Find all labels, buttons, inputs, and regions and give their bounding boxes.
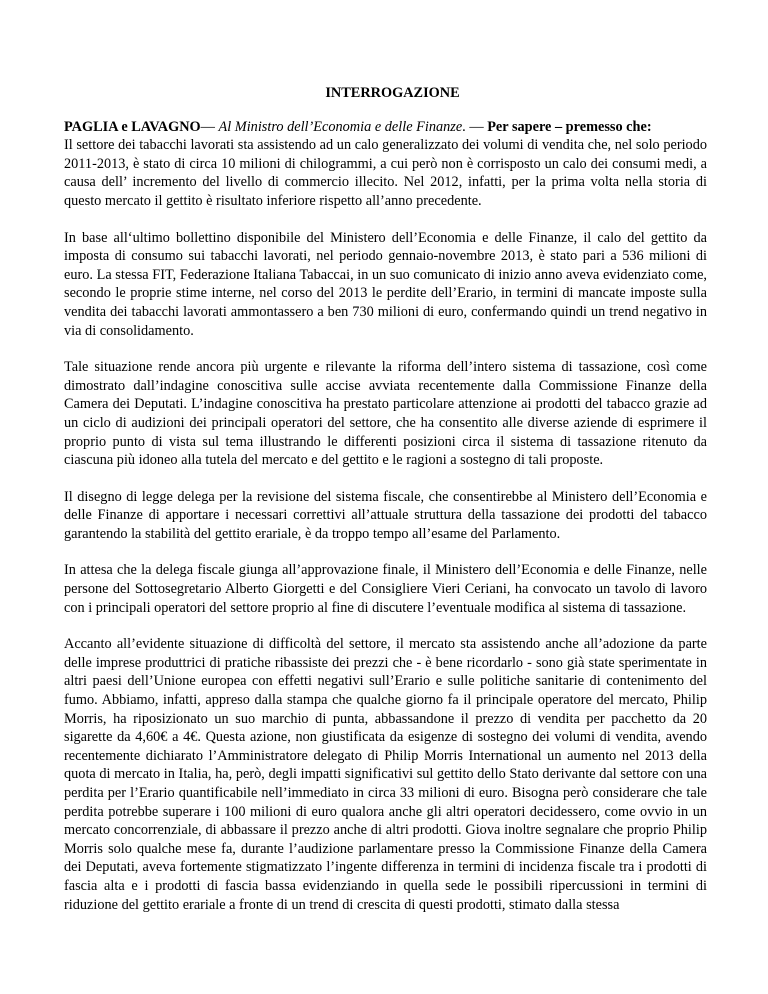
interrogation-heading	[64, 118, 707, 137]
premise: Per sapere – premesso che:	[487, 118, 652, 135]
document-title: INTERROGAZIONE	[325, 85, 460, 101]
paragraph-4: Il disegno di legge delega per la revisione del sistema fiscale, che consentirebbe al Ministero dell’Economia e delle Finanze di apportare i necessari correttivi all’attuale struttura della tassazione dei prodotti del tabacco garantendo la stabilità del gettito erariale, è da troppo tempo all’esame del Parlamento.	[64, 488, 707, 542]
paragraph-1: Il settore dei tabacchi lavorati sta assistendo ad un calo generalizzato dei volumi di vendita che, nel solo periodo 2011-2013, è stato di circa 10 milioni di chilogrammi, a cui però non è corrisposto un calo dei consumi medi, a causa dell’ incremento del livello di commercio illecito. Nel 2012, infatti, per la prima volta nella storia di questo mercato il gettito è risultato inferiore rispetto all’anno precedente.	[64, 137, 707, 209]
paragraph-6: Accanto all’evidente situazione di difficoltà del settore, il mercato sta assistendo anche all’adozione da parte delle imprese produttrici di pratiche ribassiste dei prezzi che - è bene ricordarlo - sono già state sperimentate in altri paesi dell’Unione europea con effetti negativi sull’Erario e sulle politiche sanitarie di contenimento del fumo. Abbiamo, infatti, appreso dalla stampa che qualche giorno fa il principale operatore del mercato, Philip Morris, ha riposizionato un suo marchio di punta, abbassandone il prezzo di vendita per pacchetto da 20 sigarette da 4,60€ a 4€. Questa azione, non giustificata da esigenze di sostegno dei volumi di vendita, avendo recentemente dichiarato l’Amministratore delegato di Philip Morris International un aumento nel 2013 della quota di mercato in Italia, ha, però, degli impatti significativi sul gettito dello Stato derivante dal settore con una perdita per l’Erario quantificabile nell’immediato in circa 33 milioni di euro. Bisogna però considerare che tale perdita potrebbe superare i 100 milioni di euro qualora anche gli altri operatori decidessero, come ovvio in un mercato concorrenziale, di abbassare il prezzo anche di altri prodotti. Giova inoltre segnalare che proprio Philip Morris solo qualche mese fa, durante l’audizione parlamentare presso la Commissione Finanze della Camera dei Deputati, aveva fortemente stigmatizzato l’ingente differenza in termini di incidenza fiscale tra i prodotti di fascia alta e i prodotti di fascia bassa evidenziando in quella sede le possibili ripercussioni in termini di riduzione del gettito erariale a fronte di un trend di crescita di questi prodotti, stimato dalla stessa	[64, 636, 707, 913]
authors: PAGLIA e LAVAGNO	[64, 118, 201, 135]
addressee: Al Ministro dell’Economia e delle Finanze	[218, 118, 463, 135]
paragraph-2: In base all‘ultimo bollettino disponibile del Ministero dell’Economia e delle Finanze, il calo del gettito da imposta di consumo sui tabacchi lavorati, nel periodo gennaio-novembre 2013, è stato pari a 536 milioni di euro. La stessa FIT, Federazione Italiana Tabaccai, in un suo comunicato di inizio anno aveva evidenziato come, secondo le proprie stime interne, nel corso del 2013 le perdite dell’Erario, in termini di mancate imposte sulla vendita dei tabacchi lavorati ammontassero a ben 730 milioni di euro, confermando quindi un trend negativo in via di consolidamento.	[64, 229, 707, 339]
document-page	[64, 84, 707, 932]
heading-dash: —	[200, 118, 219, 135]
heading-dash-2: . —	[462, 118, 488, 135]
paragraph-3: Tale situazione rende ancora più urgente e rilevante la riforma dell’intero sistema di tassazione, così come dimostrato dall’indagine conoscitiva sulle accise avviata recentemente dalla Commissione Finanze della Camera dei Deputati. L’indagine conoscitiva ha prestato particolare attenzione ai prodotti del tabacco grazie ad un ciclo di audizioni dei principali operatori del settore, che ha consentito alle diverse aziende di esprimere il proprio punto di vista sul tema illustrando le differenti posizioni circa il sistema di tassazione ritenuto da ciascuna più idoneo alla tutela del mercato e del gettito e le ragioni a sostegno di tali proposte.	[64, 359, 707, 469]
paragraph-5: In attesa che la delega fiscale giunga all’approvazione finale, il Ministero dell’Economia e delle Finanze, nelle persone del Sottosegretario Alberto Giorgetti e del Consigliere Vieri Ceriani, ha convocato un tavolo di lavoro con i principali operatori del settore proprio al fine di discutere l’eventuale modifica al sistema di tassazione.	[64, 562, 707, 616]
